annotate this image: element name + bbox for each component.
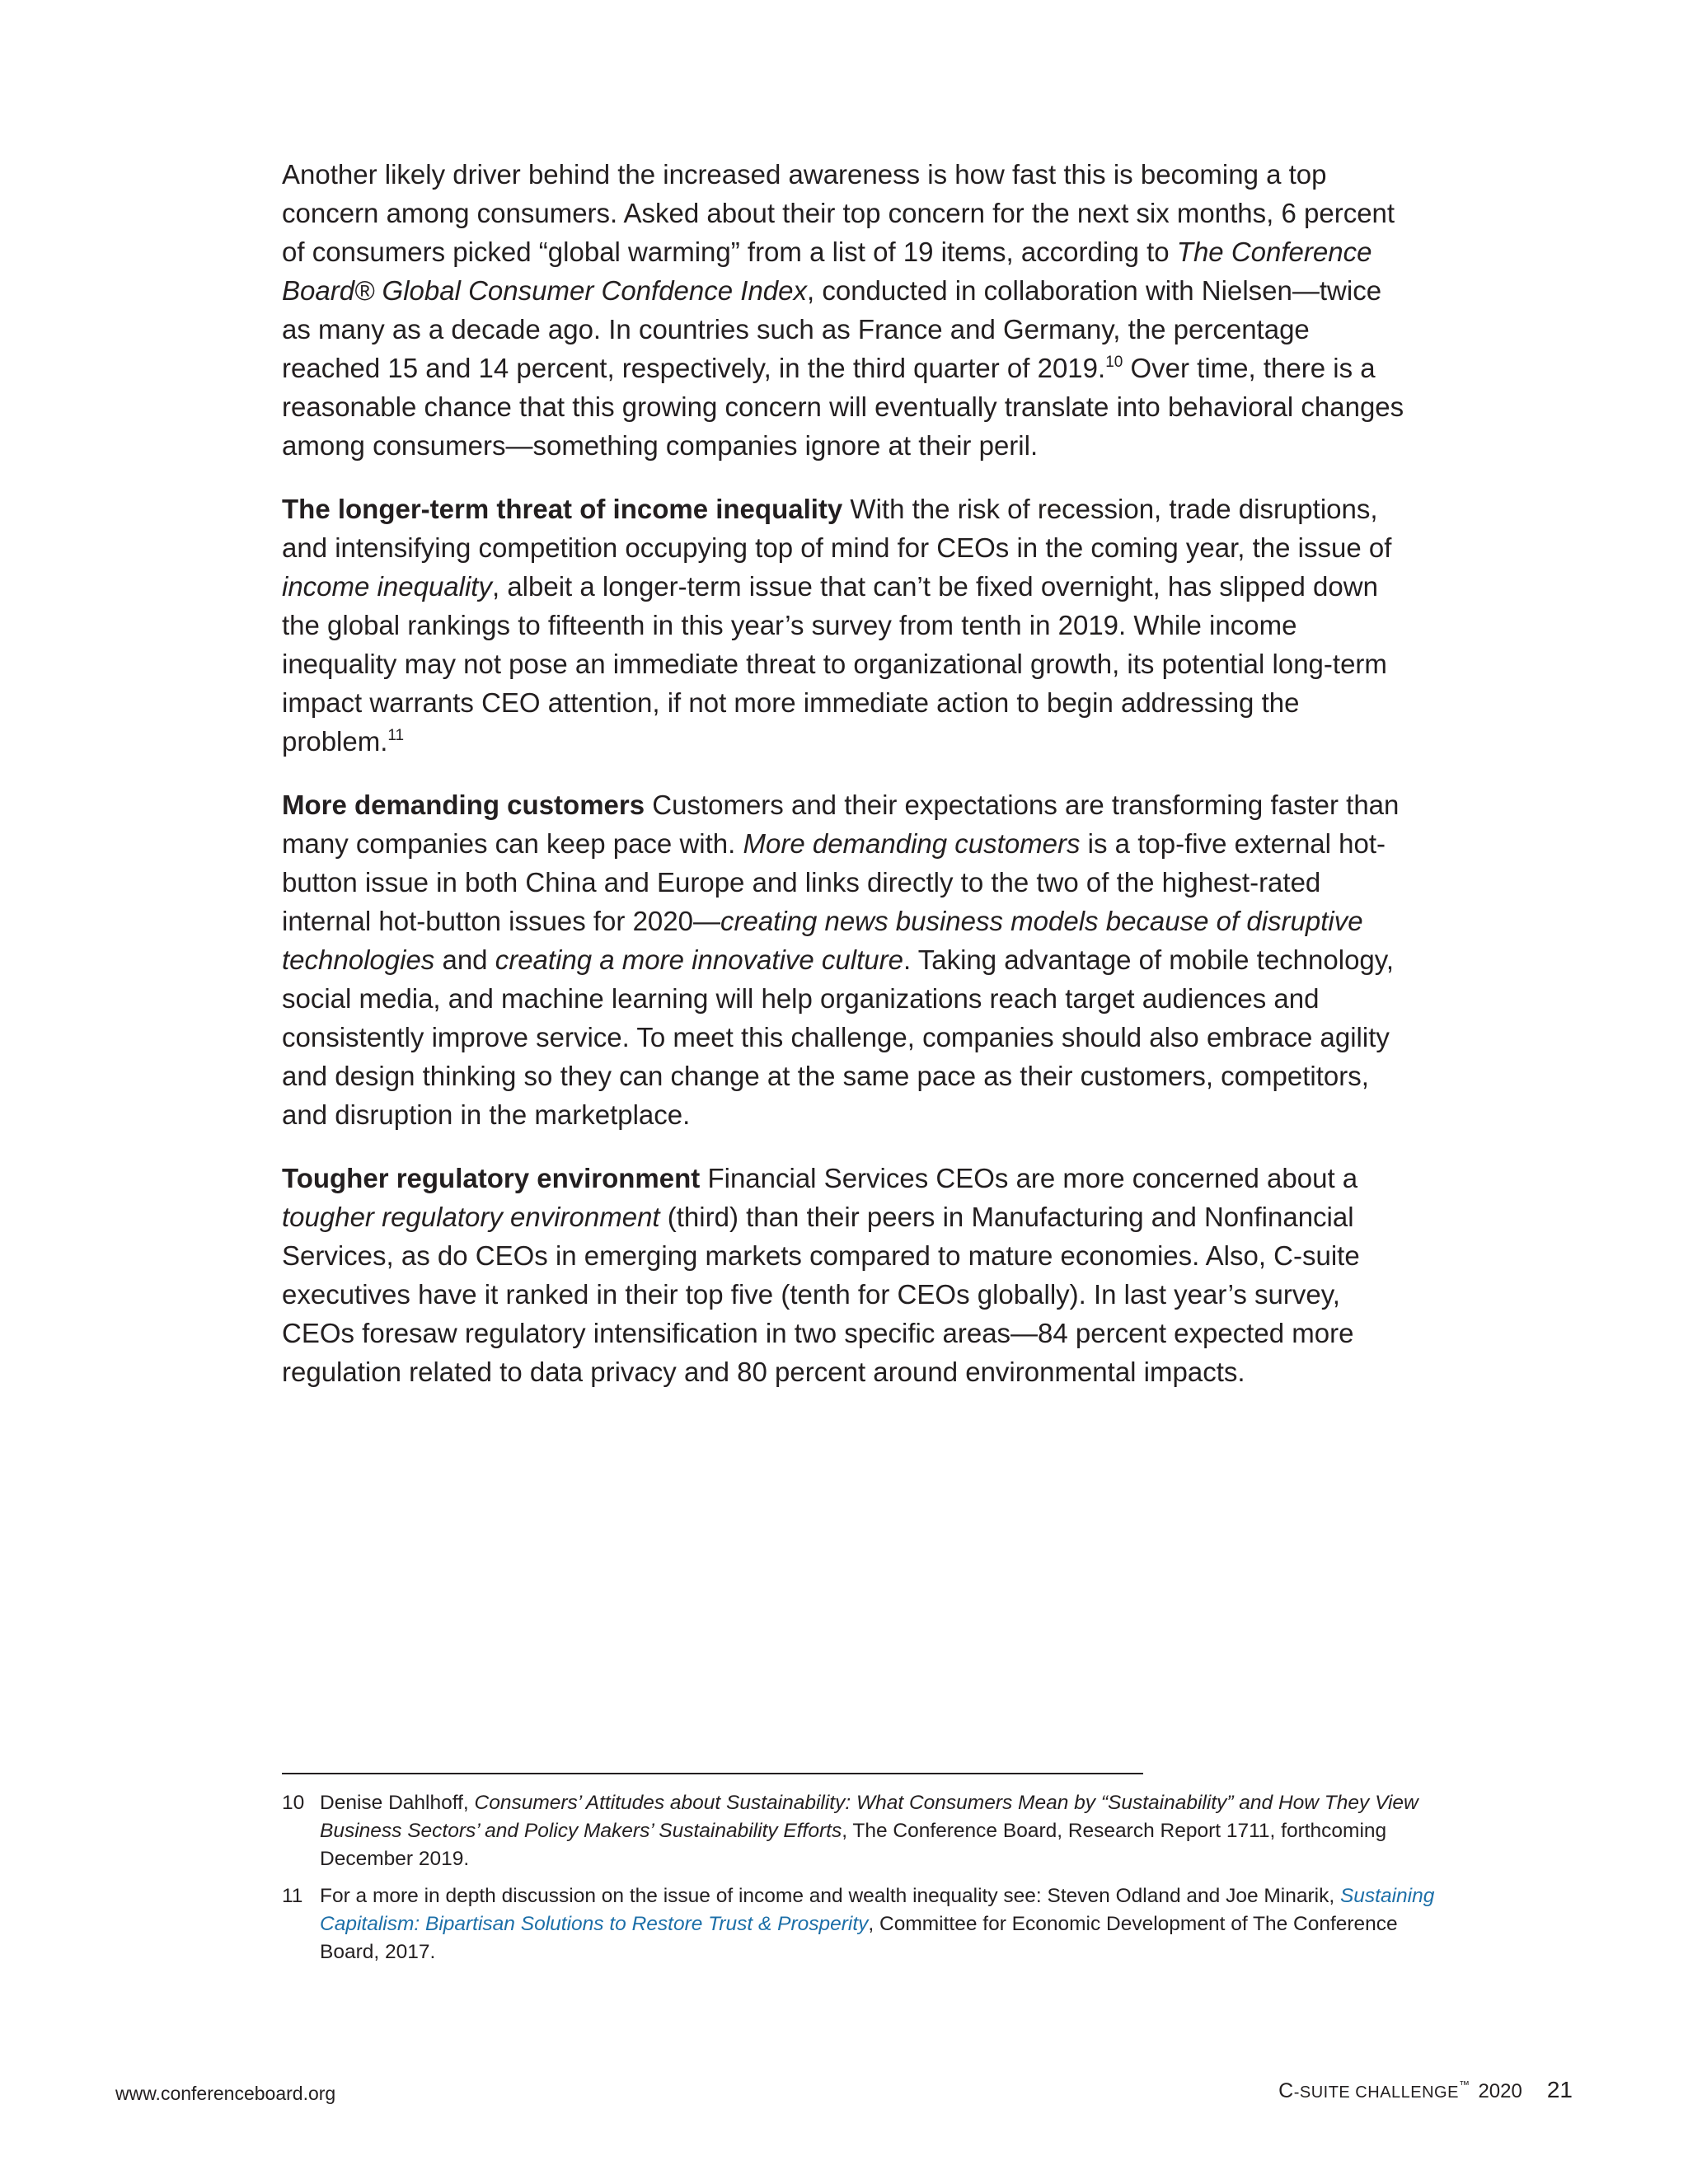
- series-title: C-SUITE CHALLENGE™: [1278, 2079, 1470, 2102]
- footnotes: [282, 1789, 1436, 1975]
- footnote-text: For a more in depth discussion on the issue of income and wealth inequality see: Steven Odland and Joe Minarik, Sustaining Capitalism: Bipartisan Solutions to Restore Trust & Prosperity, Committee for Economic Development of The Conference Board, 2017.: [320, 1885, 1435, 1963]
- footnote-ref-11[interactable]: 11: [387, 727, 405, 744]
- footer-series: [1278, 2077, 1573, 2103]
- paragraph-income-inequality: The longer-term threat of income inequality With the risk of recession, trade disruptions, and intensifying competition occupying top of mind for CEOs in the coming year, the issue of income inequality, albeit a longer-term issue that can’t be fixed overnight, has slipped down the global rankings to fifteenth in this year’s survey from tenth in 2019. While income inequality may not pose an immediate threat to organizational growth, its potential long-term impact warrants CEO attention, if not more immediate action to begin addressing the problem.$^{11}$: [282, 494, 1392, 757]
- section-heading-regulatory: Tougher regulatory environment: [282, 1163, 701, 1193]
- report-link[interactable]: Sustaining Capitalism: Bipartisan Solutions to Restore Trust & Prosperity: [320, 1885, 1435, 1935]
- index-title: The Conference Board® Global Consumer Confdence Index: [282, 237, 1372, 306]
- footnote-11: [282, 1882, 1436, 1966]
- footnote-text: Denise Dahlhoff, Consumers’ Attitudes about Sustainability: What Consumers Mean by “Sustainability” and How They View Business Sectors’ and Policy Makers’ Sustainability Efforts, The Conference Board, Research Report 1711, forthcoming December 2019.: [320, 1792, 1418, 1870]
- paragraph-demanding-customers: More demanding customers Customers and their expectations are transforming faster than many companies can keep pace with. More demanding customers is a top-five external hot-button issue in both China and Europe and links directly to the two of the highest-rated internal hot-button issues for 2020—creating news business models because of disruptive technologies and creating a more innovative culture. Taking advantage of mobile technology, social media, and machine learning will help organizations reach target audiences and consistently improve service. To meet this challenge, companies should also embrace agility and design thinking so they can change at the same pace as their customers, competitors, and disruption in the marketplace.: [282, 790, 1400, 1130]
- footnote-divider: [282, 1773, 1143, 1774]
- section-heading-demanding-customers: More demanding customers: [282, 790, 645, 820]
- paragraph-regulatory-environment: Tougher regulatory environment Financial Services CEOs are more concerned about a tougher regulatory environment (third) than their peers in Manufacturing and Nonfinancial Services, as do CEOs in emerging markets compared to mature economies. Also, C-suite executives have it ranked in their top five (tenth for CEOs globally). In last year’s survey, CEOs foresaw regulatory intensification in two specific areas—84 percent expected more regulation related to data privacy and 80 percent around environmental impacts.: [282, 1163, 1360, 1387]
- page-number: 21: [1546, 2077, 1573, 2102]
- section-heading-income-inequality: The longer-term threat of income inequality: [282, 494, 843, 524]
- footer-url[interactable]: www.conferenceboard.org: [115, 2083, 336, 2104]
- body-text: [282, 155, 1411, 1416]
- footnote-10: [282, 1789, 1436, 1873]
- footnote-number: 10: [282, 1792, 305, 1814]
- series-year: 2020: [1478, 2080, 1522, 2102]
- footnote-ref-10[interactable]: 10: [1105, 354, 1123, 371]
- trademark-symbol: ™: [1458, 2079, 1470, 2091]
- paragraph-consumer-concern: Another likely driver behind the increased awareness is how fast this is becoming a top concern among consumers. Asked about their top concern for the next six months, 6 percent of consumers picked “global warming” from a list of 19 items, according to The Conference Board® Global Consumer Confdence Index, conducted in collaboration with Nielsen—twice as many as a decade ago. In countries such as France and Germany, the percentage reached 15 and 14 percent, respectively, in the third quarter of 2019.10 Over time, there is a reasonable chance that this growing concern will eventually translate into behavioral changes among consumers—something companies ignore at their peril.: [282, 159, 1404, 461]
- footnote-number: 11: [282, 1885, 303, 1907]
